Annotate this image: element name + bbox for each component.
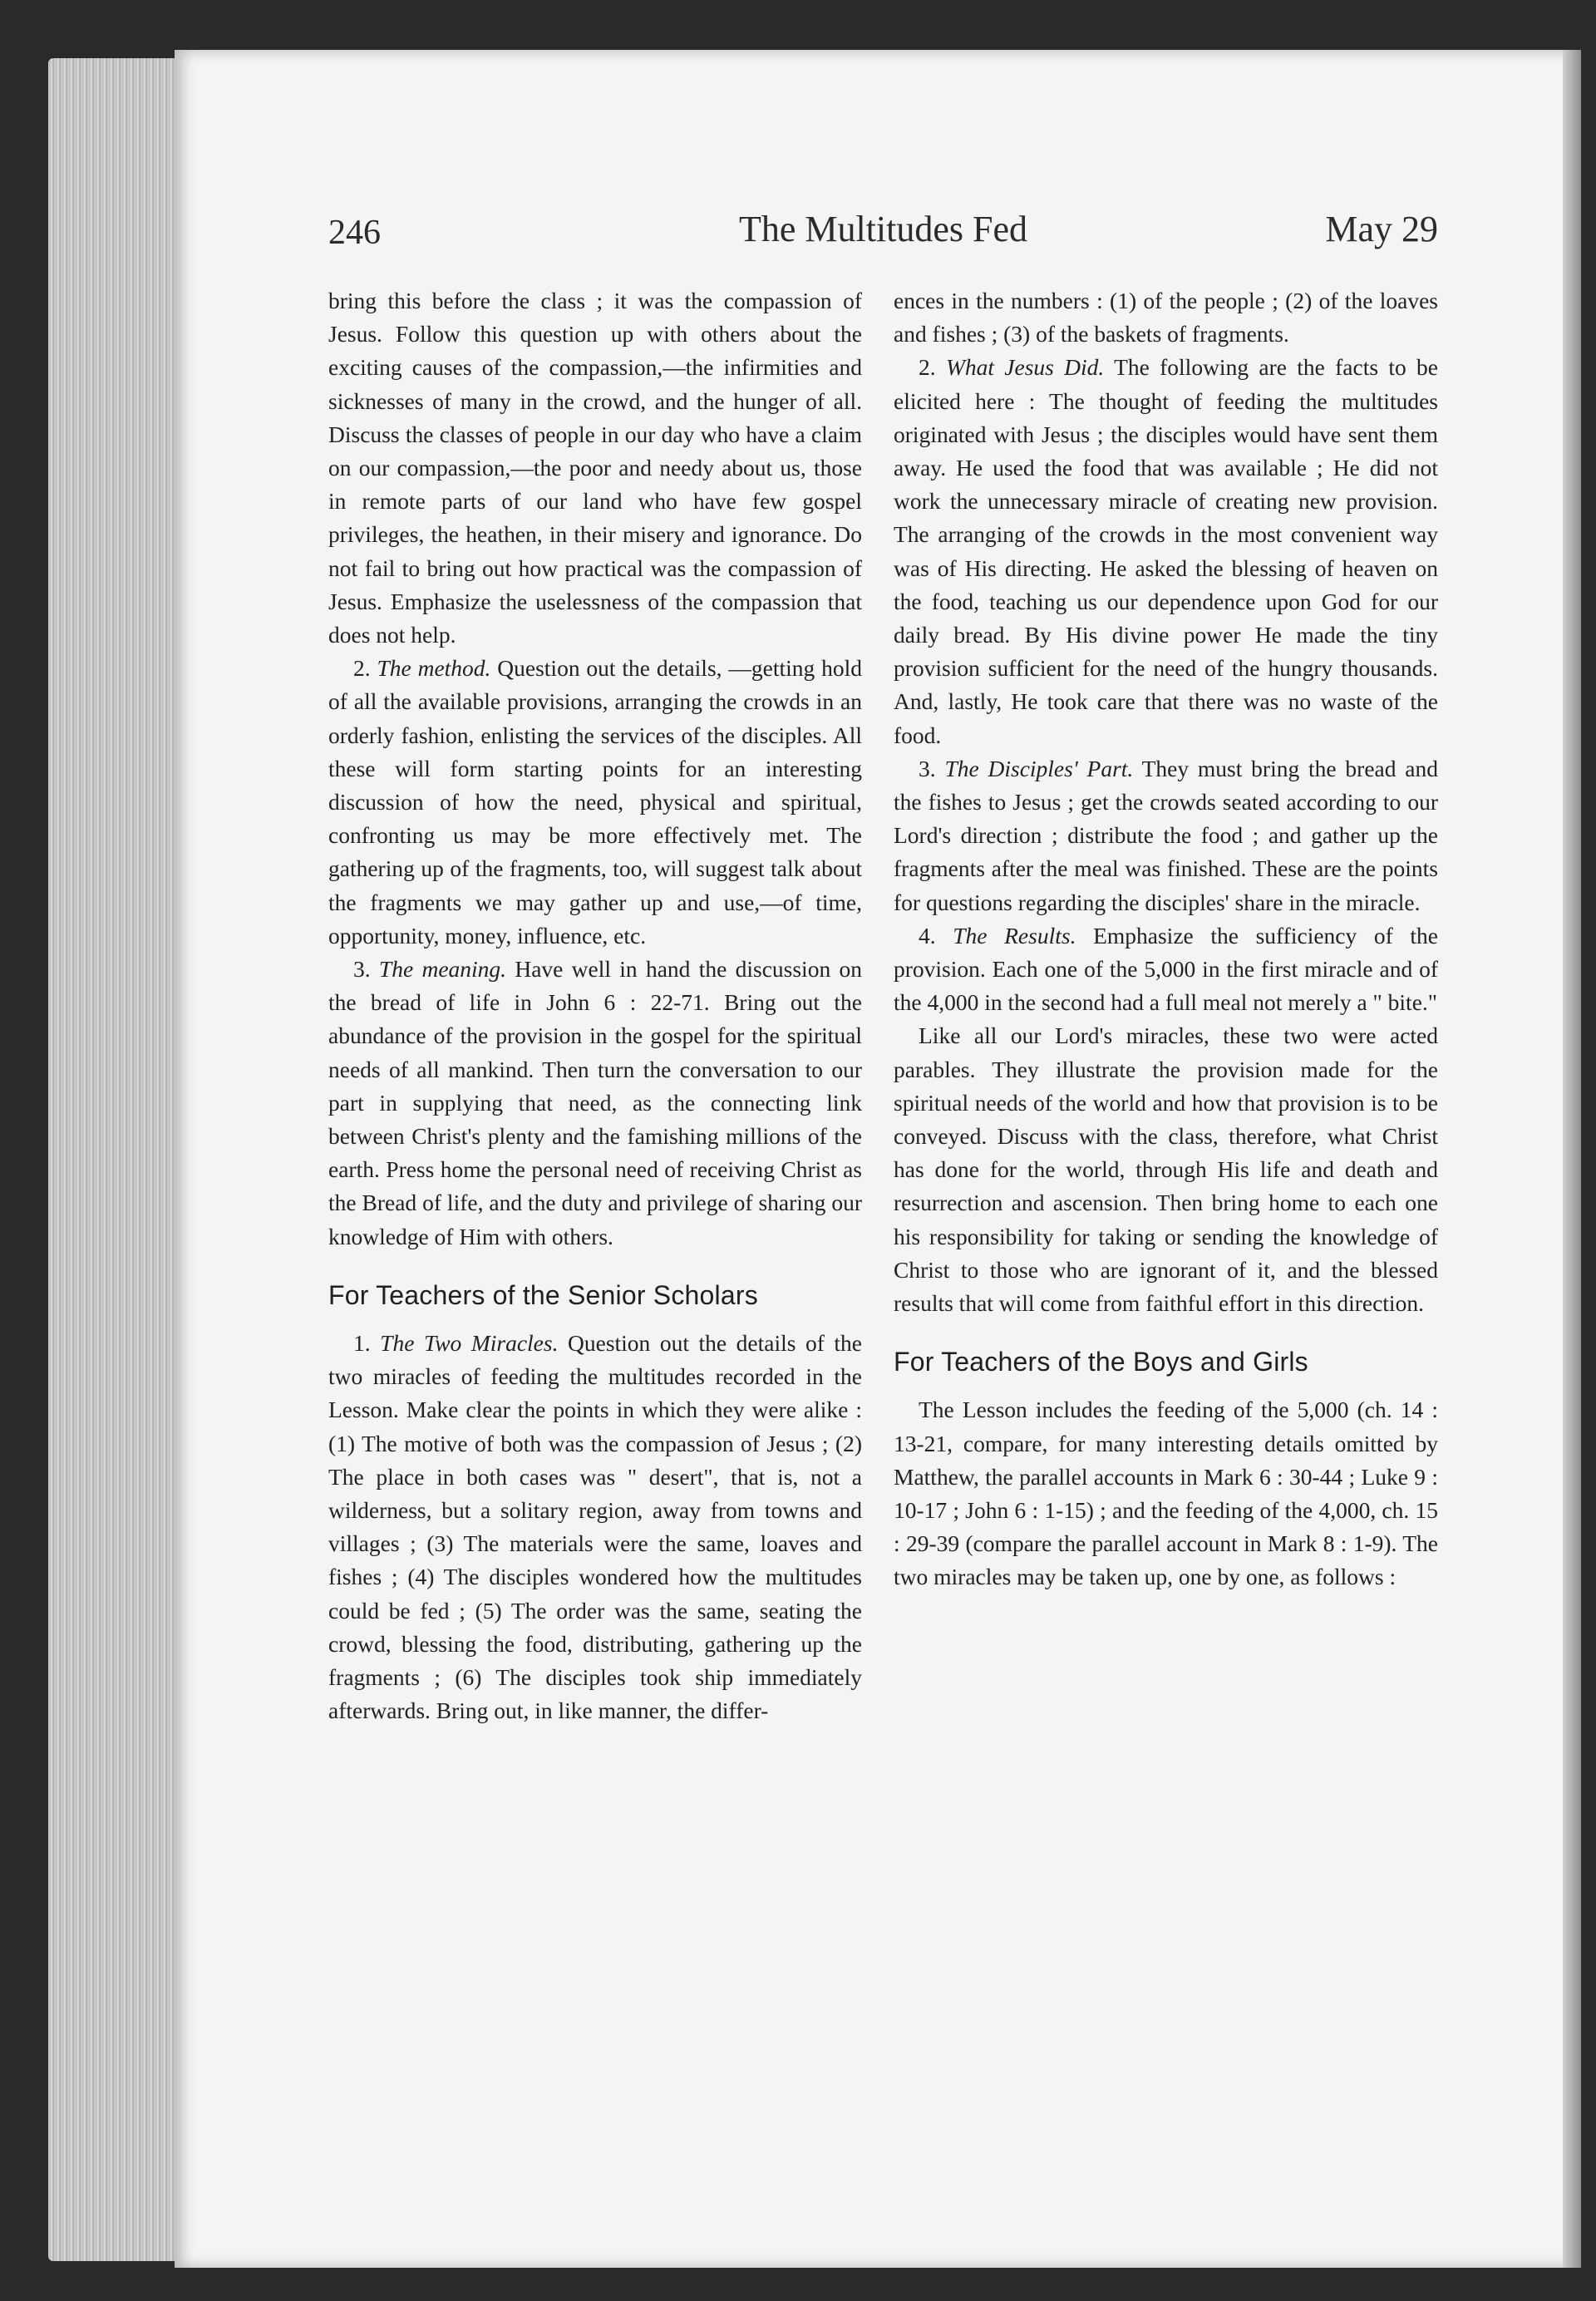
page-number: 246 <box>328 214 381 252</box>
item-number: 2. <box>919 354 946 381</box>
item-heading: The meaning. <box>378 956 507 983</box>
page-title: The Multitudes Fed <box>738 209 1028 249</box>
lesson-date: May 29 <box>1325 209 1438 249</box>
item-text: They must bring the bread and the fishes to Jesus ; get the crowds seated according to our Lord's direction ; distribute the food ; and gather up the fragments after the meal was finished. These are the points for questions regarding the disciples' share in the miracle. <box>894 755 1438 915</box>
left-column <box>328 284 862 1727</box>
item-text: Have well in hand the discussion on the bread of life in John 6 : 22-71. Bring out the abundance of the provision in the gospel for the spiritual needs of all mankind. Then turn the conversation to our part in supplying that need, as the connecting link between Christ's plenty and the famishing millions of the earth. Press home the personal need of receiving Christ as the Bread of life, and the duty and privilege of sharing our knowledge of Him with others. <box>328 956 862 1249</box>
paragraph-disciples-part <box>894 752 1438 919</box>
paragraph-method <box>328 652 862 953</box>
item-text: Question out the details, —getting hold of all the available provisions, arranging the crowds in an orderly fashion, enlisting the services of the disciples. All these will form starting points for an interesting discussion of how the need, physical and spiritual, confronting us may be more effectively met. The gathering up of the fragments, too, will suggest talk about the fragments we may gather up and use,—of time, opportunity, money, influence, etc. <box>328 655 862 948</box>
item-number: 1. <box>353 1329 381 1356</box>
item-number: 3. <box>919 755 945 781</box>
item-heading: The Results. <box>953 922 1076 948</box>
paragraph-lesson-includes: The Lesson includes the feeding of the 5,000 (ch. 14 : 13-21, compare, for many interesting details omitted by Matthew, the parallel accounts in Mark 6 : 30-44 ; Luke 9 : 10-17 ; John 6 : 1-15) ; and the feeding of the 4,000, ch. 15 : 29-39 (compare the parallel account in Mark 8 : 1-9). The two miracles may be taken up, one by one, as follows : <box>894 1397 1438 1590</box>
paragraph-two-miracles <box>328 1327 862 1727</box>
item-text: Question out the details of the two miracles of feeding the multitudes recorded in the Lesson. Make clear the points in which they were alike : (1) The motive of both was the compassion of Jesus ; (2) The place in both cases was " desert", that is, not a wilderness, but a solitary region, away from towns and villages ; (3) The materials were the same, loaves and fishes ; (4) The disciples wondered how the multitudes could be fed ; (5) The order was the same, seating the crowd, blessing the food, distributing, gathering up the fragments ; (6) The disciples took ship immediately afterwards. Bring out, in like manner, the differ- <box>328 1329 863 1724</box>
book-page-edges <box>48 58 190 2261</box>
section-heading-senior-scholars: For Teachers of the Senior Scholars <box>328 1279 758 1310</box>
section-heading-boys-and-girls: For Teachers of the Boys and Girls <box>894 1347 1308 1377</box>
running-header <box>328 208 1438 258</box>
paragraph: bring this before the class ; it was the compassion of Jesus. Follow this question up with others about the exciting causes of the compassion,—the infirmities and sicknesses of many in the crowd, and the hunger of all. Discuss the classes of people in our day who have a claim on our compassion,—the poor and needy about us, those in remote parts of our land who have few gospel privileges, the heathen, in their misery and ignorance. Do not fail to bring out how practical was the compassion of Jesus. Emphasize the uselessness of the compassion that does not help. <box>328 288 862 648</box>
item-heading: The Two Miracles. <box>380 1329 559 1356</box>
page-gutter-shadow <box>1563 50 1581 2268</box>
item-heading: The method. <box>377 655 491 682</box>
paragraph: ences in the numbers : (1) of the people ; (2) of the loaves and fishes ; (3) of the baskets of fragments. <box>894 288 1438 347</box>
item-number: 4. <box>919 922 953 948</box>
paragraph-parables: Like all our Lord's miracles, these two were acted parables. They illustrate the provision made for the spiritual needs of the world and how that provision is to be conveyed. Discuss with the class, therefore, what Christ has done for the world, through His life and death and resurrection and ascension. Then bring home to each one his responsibility for taking or sending the knowledge of Christ to those who are ignorant of it, and the blessed results that will come from faithful effort in this direction. <box>894 1022 1438 1317</box>
item-number: 2. <box>353 655 377 682</box>
paragraph-results <box>894 919 1438 1020</box>
paragraph-meaning <box>328 953 862 1254</box>
paragraph-what-jesus-did <box>894 351 1438 751</box>
item-number: 3. <box>353 956 379 983</box>
item-heading: What Jesus Did. <box>945 354 1105 381</box>
item-heading: The Disciples' Part. <box>944 755 1134 781</box>
right-column <box>894 284 1438 1594</box>
item-text: Emphasize the sufficiency of the provision. Each one of the 5,000 in the first miracle and of the 4,000 in the second had a full meal not merely a " bite." <box>894 922 1438 1016</box>
item-text: The following are the facts to be elicited here : The thought of feeding the multitudes originated with Jesus ; the disciples would have sent them away. He used the food that was available ; He did not work the unnecessary miracle of creating new provision. The arranging of the crowds in the most convenient way was of His directing. He asked the blessing of heaven on the food, teaching us our dependence upon God for our daily bread. By His divine power He made the tiny provision sufficient for the need of the hungry thousands. And, lastly, He took care that there was no waste of the food. <box>894 354 1439 748</box>
